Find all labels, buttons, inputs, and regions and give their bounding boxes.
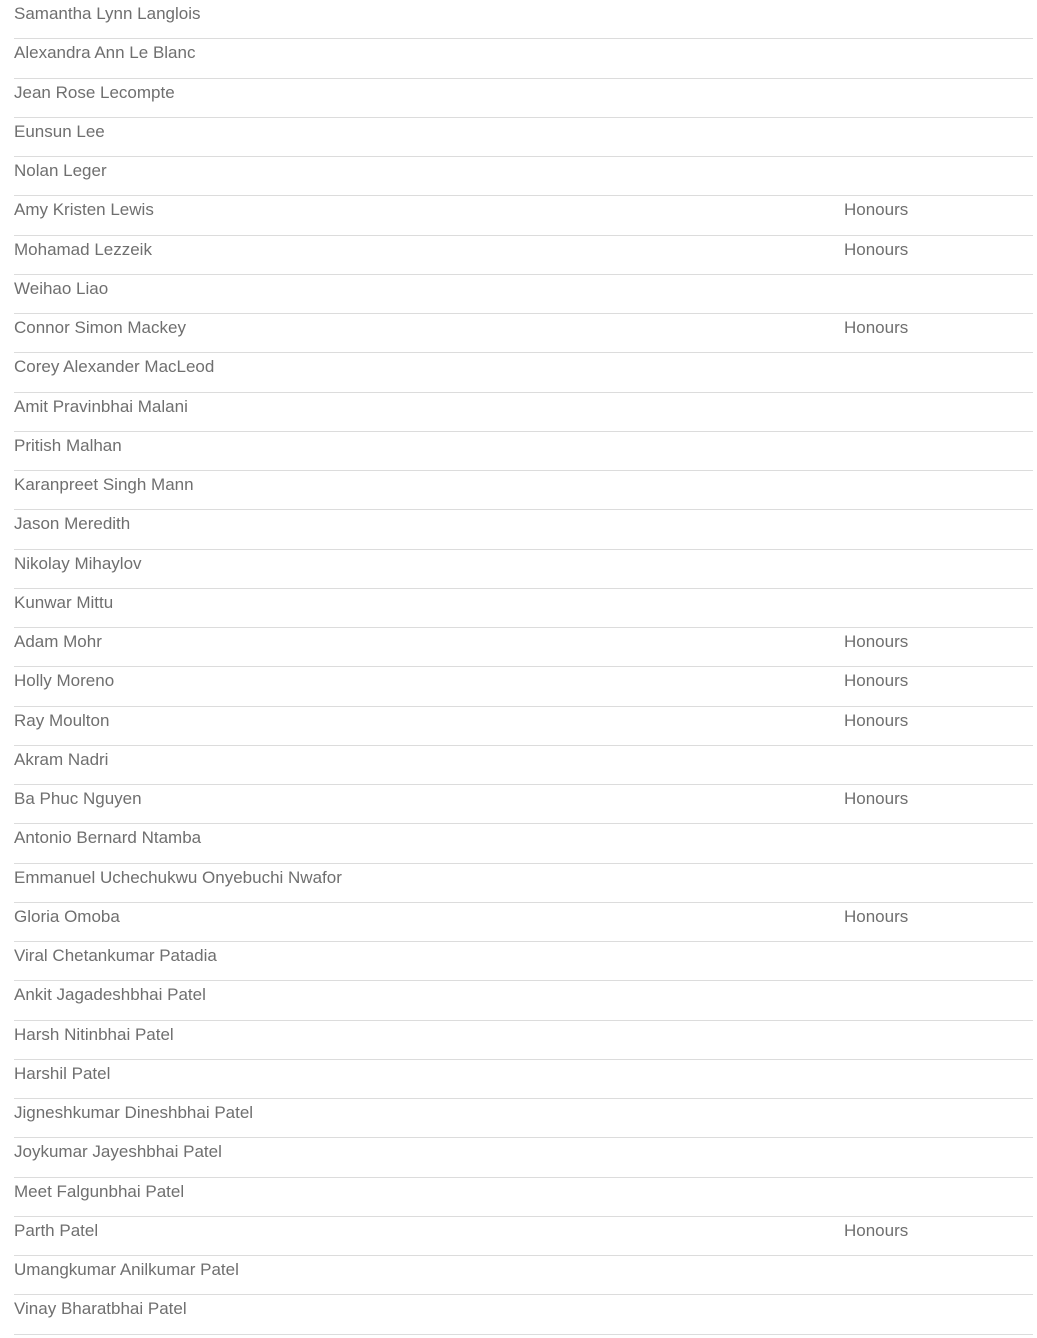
list-item (14, 1295, 1033, 1334)
distinction-label: Honours (844, 789, 909, 808)
graduate-name: Corey Alexander MacLeod (14, 357, 215, 377)
list-item (14, 785, 1033, 824)
graduate-name: Connor Simon Mackey (14, 318, 186, 337)
distinction-label: Honours (844, 632, 909, 651)
graduate-name: Jigneshkumar Dineshbhai Patel (14, 1103, 254, 1122)
graduate-name: Weihao Liao (14, 278, 109, 298)
list-item (14, 942, 1033, 981)
graduate-name: Harshil Patel (14, 1063, 111, 1083)
graduate-name: Ba Phuc Nguyen (14, 789, 142, 808)
list-item (14, 1099, 1033, 1138)
list-item (14, 589, 1033, 628)
list-item (14, 196, 1033, 235)
list-item (14, 1021, 1033, 1060)
list-item (14, 864, 1033, 903)
graduate-name: Umangkumar Anilkumar Patel (14, 1260, 239, 1279)
graduate-name: Parth Patel (14, 1220, 99, 1240)
graduate-name: Antonio Bernard Ntamba (14, 828, 202, 848)
list-item (14, 275, 1033, 314)
list-item (14, 236, 1033, 275)
list-item (14, 1138, 1033, 1177)
graduate-name: Alexandra Ann Le Blanc (14, 43, 196, 63)
graduate-name: Samantha Lynn Langlois (14, 4, 201, 23)
list-item (14, 39, 1033, 78)
graduate-name: Ray Moulton (14, 710, 110, 730)
graduate-name: Gloria Omoba (14, 906, 120, 926)
graduate-name: Harsh Nitinbhai Patel (14, 1024, 174, 1044)
graduate-name: Kunwar Mittu (14, 592, 114, 612)
list-item (14, 353, 1033, 392)
graduate-name: Nikolay Mihaylov (14, 553, 142, 573)
graduate-name: Nolan Leger (14, 161, 107, 180)
list-item (14, 157, 1033, 196)
list-item (14, 1217, 1033, 1256)
list-item (14, 667, 1033, 706)
list-item (14, 1178, 1033, 1217)
graduate-list (14, 0, 1033, 1335)
distinction-label: Honours (844, 239, 909, 259)
graduate-name: Amy Kristen Lewis (14, 200, 154, 220)
graduate-name: Ankit Jagadeshbhai Patel (14, 985, 206, 1005)
graduate-name: Vinay Bharatbhai Patel (14, 1299, 187, 1319)
distinction-label: Honours (844, 318, 909, 337)
distinction-label: Honours (844, 671, 909, 691)
list-item (14, 903, 1033, 942)
distinction-label: Honours (844, 710, 909, 730)
list-item (14, 746, 1033, 785)
distinction-label: Honours (844, 200, 909, 220)
graduate-name: Amit Pravinbhai Malani (14, 396, 188, 416)
graduate-name: Holly Moreno (14, 671, 115, 691)
graduate-name: Adam Mohr (14, 632, 102, 651)
list-item (14, 471, 1033, 510)
graduate-name: Meet Falgunbhai Patel (14, 1181, 185, 1201)
list-item (14, 393, 1033, 432)
list-item (14, 1256, 1033, 1295)
graduate-name: Karanpreet Singh Mann (14, 475, 194, 494)
list-item (14, 118, 1033, 157)
list-item (14, 314, 1033, 353)
list-item (14, 707, 1033, 746)
graduate-name: Jason Meredith (14, 514, 131, 534)
list-item (14, 0, 1033, 39)
list-item (14, 1060, 1033, 1099)
graduate-name: Akram Nadri (14, 749, 109, 769)
distinction-label: Honours (844, 1220, 909, 1240)
list-item (14, 510, 1033, 549)
graduate-name: Mohamad Lezzeik (14, 239, 152, 259)
graduate-name: Emmanuel Uchechukwu Onyebuchi Nwafor (14, 867, 342, 887)
list-item (14, 981, 1033, 1020)
list-item (14, 79, 1033, 118)
list-item (14, 628, 1033, 667)
list-item (14, 432, 1033, 471)
graduate-name: Joykumar Jayeshbhai Patel (14, 1142, 222, 1162)
list-item (14, 824, 1033, 863)
distinction-label: Honours (844, 906, 909, 926)
graduate-name: Jean Rose Lecompte (14, 82, 175, 102)
graduate-name: Eunsun Lee (14, 121, 105, 141)
graduate-name: Viral Chetankumar Patadia (14, 946, 217, 965)
list-item (14, 550, 1033, 589)
graduate-name: Pritish Malhan (14, 435, 122, 455)
